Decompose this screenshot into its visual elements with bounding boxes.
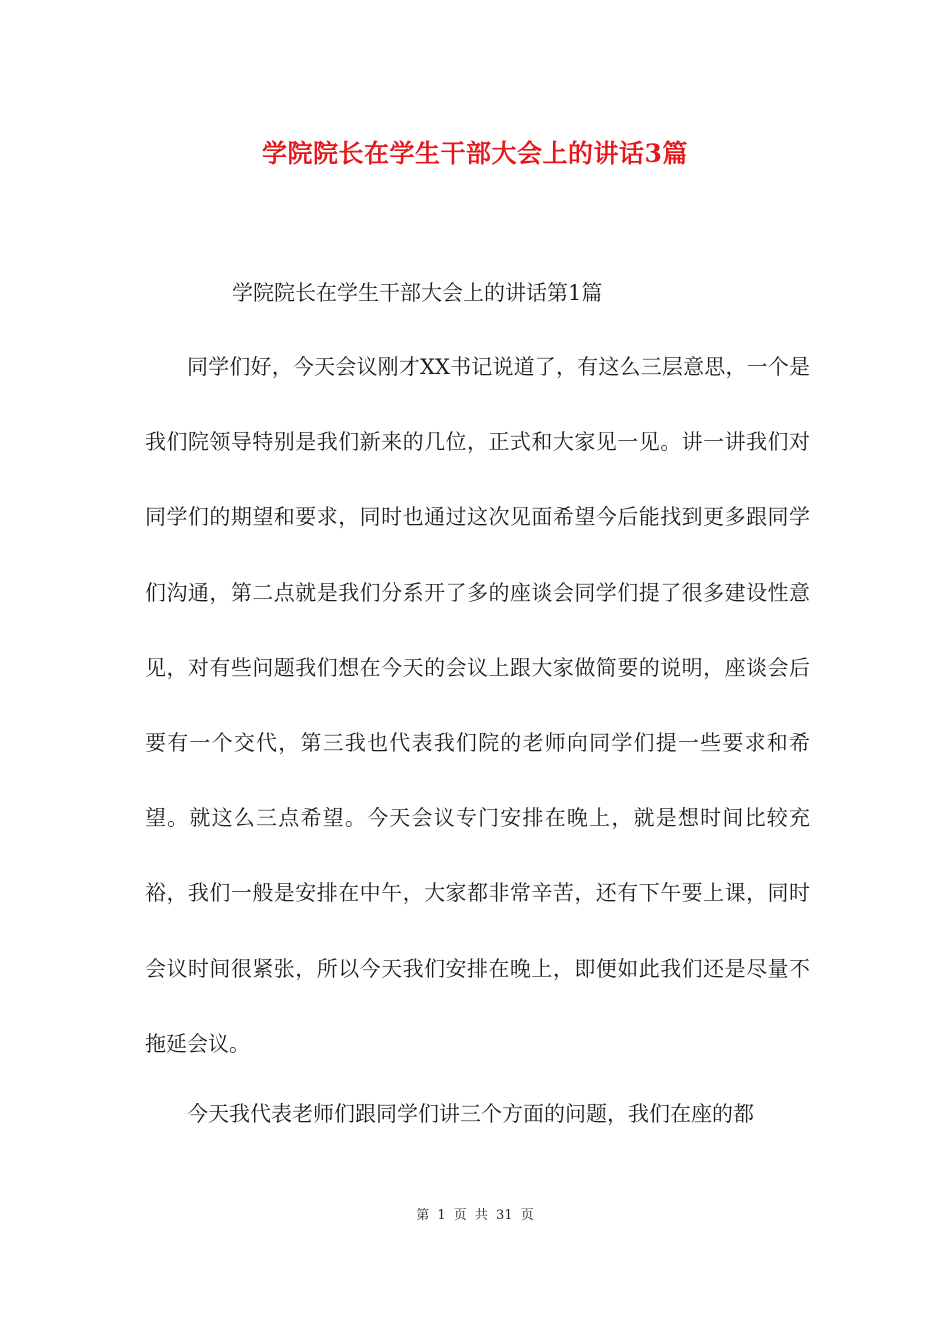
document-title: 学院院长在学生干部大会上的讲话3篇 <box>262 139 688 168</box>
body-paragraph-2: 今天我代表老师们跟同学们讲三个方面的问题，我们在座的都 <box>187 1102 754 1126</box>
page-number-footer: 第 1 页 共 31 页 <box>416 1208 534 1223</box>
section-title: 学院院长在学生干部大会上的讲话第1篇 <box>232 281 603 305</box>
body-paragraph-1: 同学们好，今天会议刚才XX书记说道了，有这么三层意思，一个是我们院领导特别是我们新来的几位，正式和大家见一见。讲一讲我们对同学们的期望和要求，同时也通过这次见面希望今后能找到更多跟同学们沟通，第二点就是我们分系开了多的座谈会同学们提了很多建设性意见，对有些问题我们想在今天的会议上跟大家做简要的说明，座谈会后要有一个交代，第三我也代表我们院的老师向同学们提一些要求和希望。就这么三点希望。今天会议专门安排在晚上，就是想时间比较充裕，我们一般是安排在中午，大家都非常辛苦，还有下午要上课，同时会议时间很紧张，所以今天我们安排在晚上，即便如此我们还是尽量不拖延会议。 <box>145 355 810 1056</box>
